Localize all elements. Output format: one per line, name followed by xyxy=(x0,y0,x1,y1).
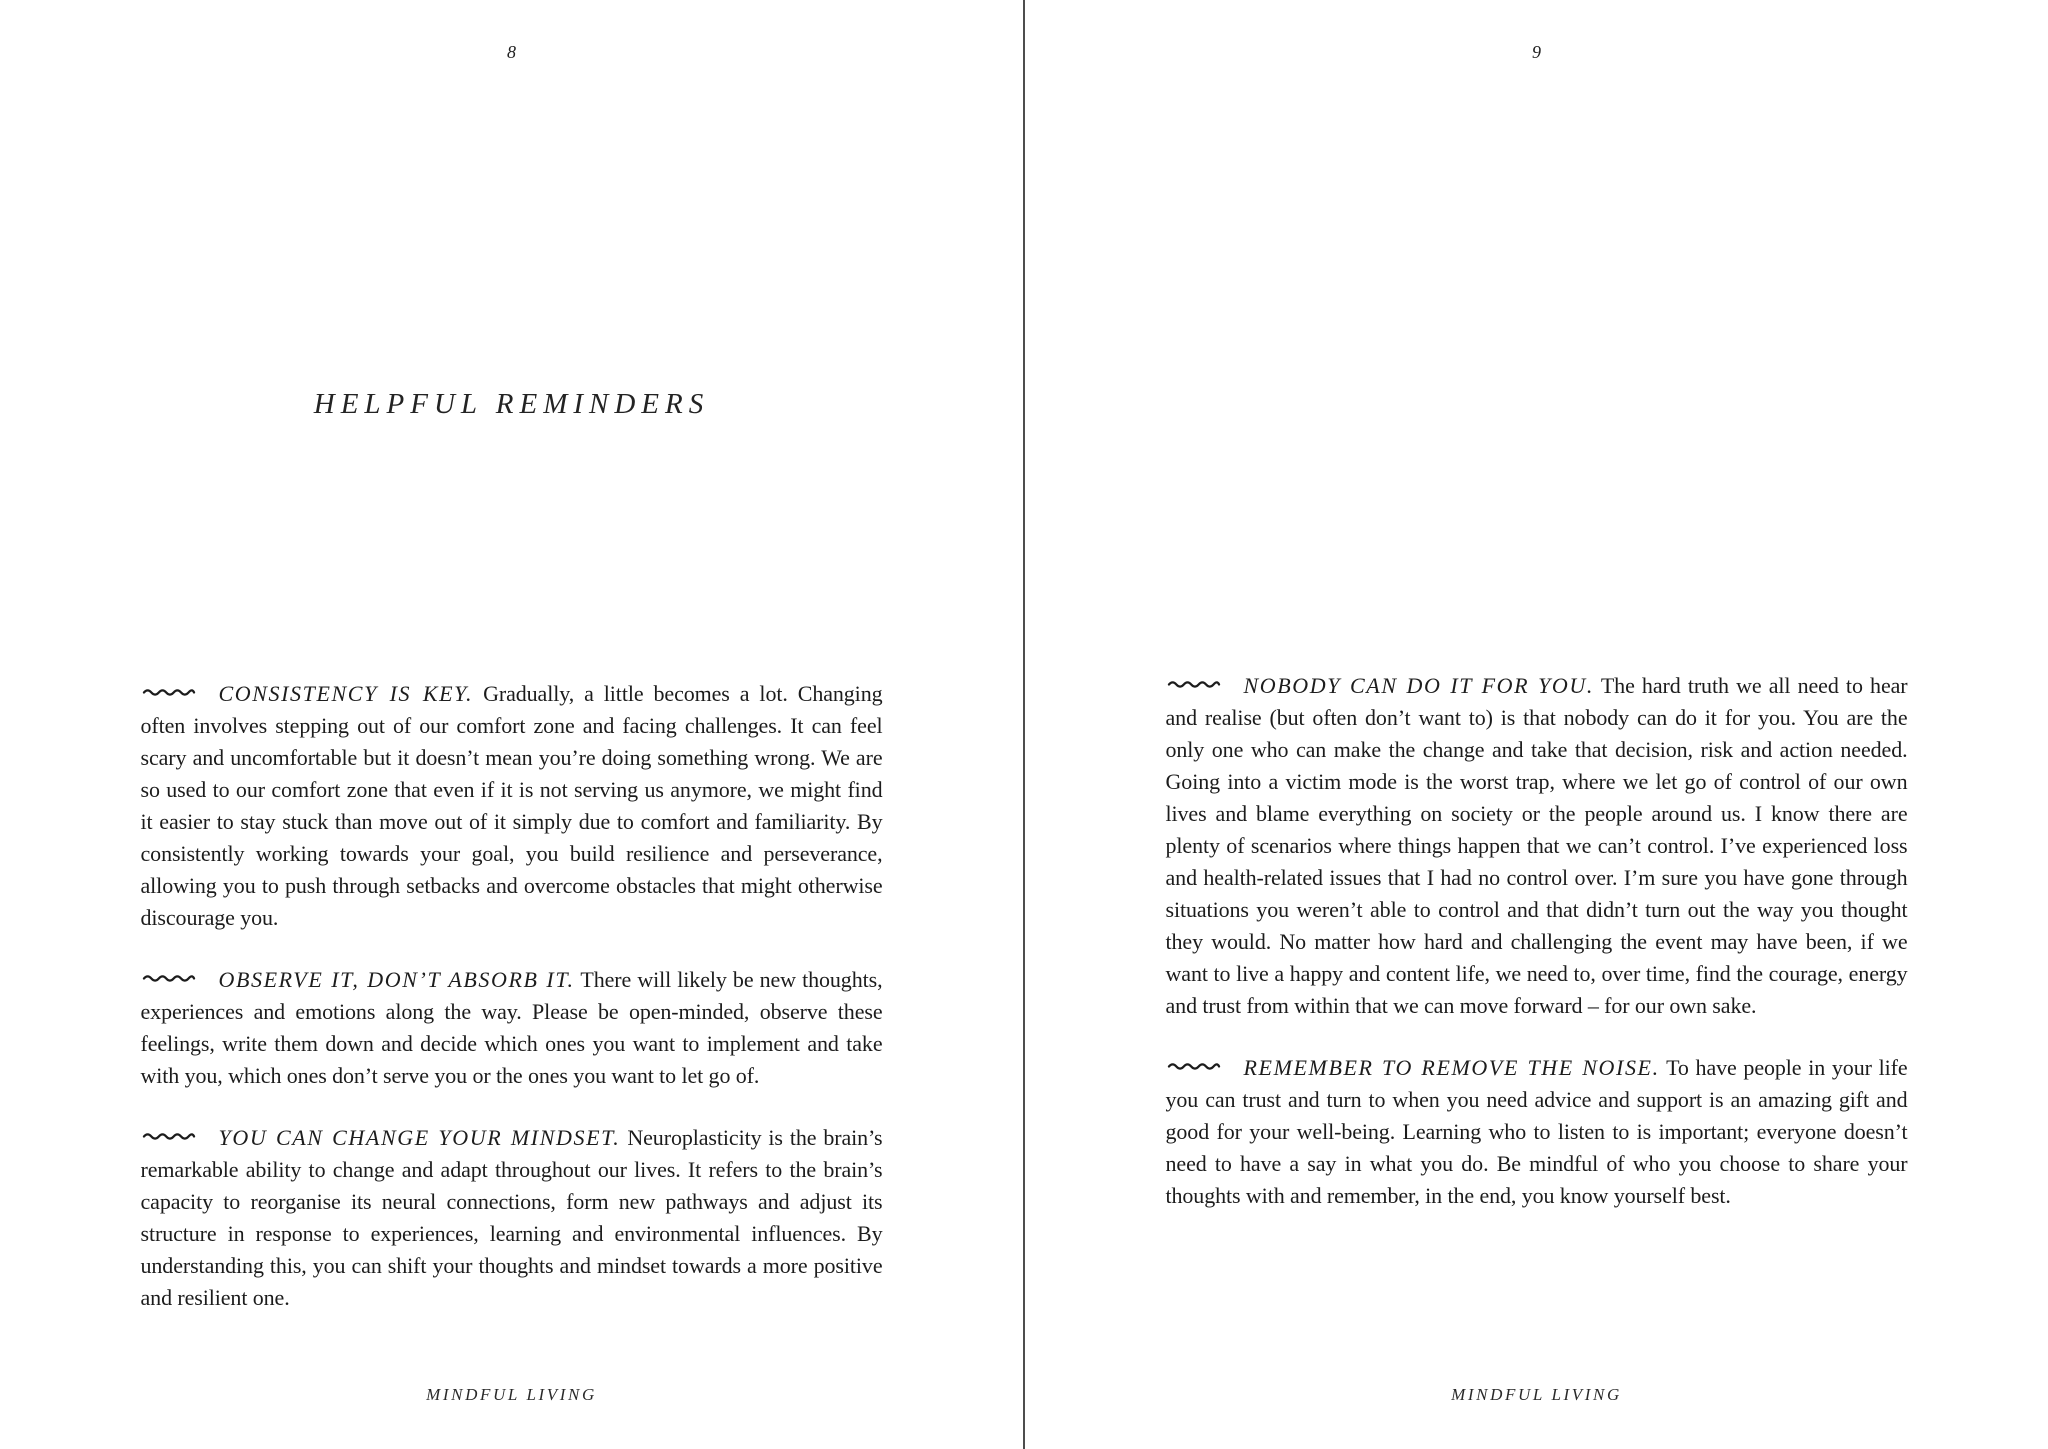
squiggle-wave-icon xyxy=(141,686,197,699)
section-body: Neuroplasticity is the brain’s remarkable ability to change and adapt throughout our lives. It refers to the brain’s capacity to reorganise its neural connections, form new pathways and adjust its structure in response to experiences, learning and environmental influences. By understanding this, you can shift your thoughts and mindset towards a more positive and resilient one. xyxy=(140,1125,883,1310)
section-change-your-mindset xyxy=(141,1122,883,1314)
section-body: Gradually, a little becomes a lot. Changing often involves stepping out of our comfort zone and facing challenges. It can feel scary and uncomfortable but it doesn’t mean you’re doing something wrong. We are so used to our comfort zone that even if it is not serving us anymore, we might find it easier to stay stuck than move out of it simply due to comfort and familiarity. By consistently working towards your goal, you build resilience and perseverance, allowing you to push through setbacks and overcome obstacles that might otherwise discourage you. xyxy=(140,681,883,930)
section-heading: REMEMBER TO REMOVE THE NOISE. xyxy=(1243,1055,1660,1080)
section-consistency-is-key xyxy=(141,678,883,934)
page-left xyxy=(0,0,1023,1449)
chapter-title: HELPFUL REMINDERS xyxy=(313,388,710,420)
page-number-right: 9 xyxy=(1532,42,1541,62)
page-right-content xyxy=(1166,670,1908,1212)
squiggle-wave-icon xyxy=(141,972,197,985)
running-footer-left: MINDFUL LIVING xyxy=(426,1385,597,1404)
page-left-content xyxy=(141,678,883,1314)
section-nobody-can-do-it xyxy=(1166,670,1908,1022)
section-heading: CONSISTENCY IS KEY. xyxy=(218,681,474,706)
squiggle-wave-icon xyxy=(141,1130,197,1143)
section-body: The hard truth we all need to hear and realise (but often don’t want to) is that nobody can do it for you. You are the only one who can make the change and take that decision, risk and action needed. Going into a victim mode is the worst trap, where we let go of control of our own lives and blame everything on society or the people around us. I know there are plenty of scenarios where things happen that we can’t control. I’ve experienced loss and health-related issues that I had no control over. I’m sure you have gone through situations you weren’t able to control and that didn’t turn out the way you thought they would. No matter how hard and challenging the event may have been, if we want to live a happy and content life, we need to, over time, find the courage, energy and trust from within that we can move forward – for our own sake. xyxy=(1165,673,1908,1018)
page-right xyxy=(1025,0,2048,1449)
section-heading: OBSERVE IT, DON’T ABSORB IT. xyxy=(218,967,575,992)
squiggle-wave-icon xyxy=(1166,1060,1222,1073)
section-remove-the-noise xyxy=(1166,1052,1908,1212)
section-body: To have people in your life you can trust and turn to when you need advice and support is an amazing gift and good for your well-being. Learning who to listen to is important; everyone doesn’t need to have a say in what you do. Be mindful of who you choose to share your thoughts with and remember, in the end, you know yourself best. xyxy=(1165,1055,1908,1208)
squiggle-wave-icon xyxy=(1166,678,1222,691)
section-heading: YOU CAN CHANGE YOUR MINDSET. xyxy=(218,1125,621,1150)
section-heading: NOBODY CAN DO IT FOR YOU. xyxy=(1243,673,1595,698)
running-footer-right: MINDFUL LIVING xyxy=(1451,1385,1622,1404)
section-observe-it xyxy=(141,964,883,1092)
section-body: There will likely be new thoughts, experiences and emotions along the way. Please be open-minded, observe these feelings, write them down and decide which ones you want to implement and take with you, which ones don’t serve you or the ones you want to let go of. xyxy=(140,967,883,1088)
page-number-left: 8 xyxy=(507,42,516,62)
